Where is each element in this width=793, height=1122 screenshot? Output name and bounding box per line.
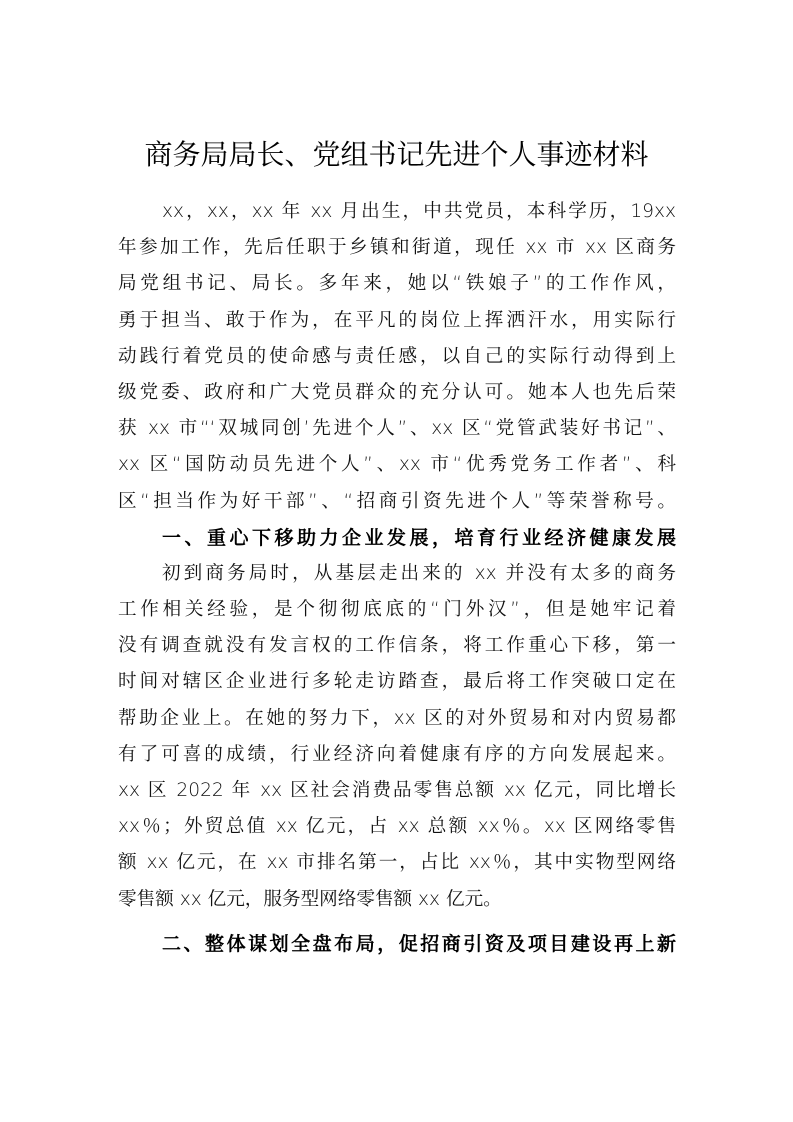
intro-paragraph bbox=[118, 194, 676, 520]
paragraph-line: 区“担当作为好干部”、“招商引资先进个人”等荣誉称号。 bbox=[118, 490, 676, 512]
document-title: 商务局局长、党组书记先进个人事迹材料 bbox=[144, 138, 649, 171]
paragraph-line: 勇于担当、敢于作为，在平凡的岗位上挥洒汗水，用实际行 bbox=[118, 309, 676, 331]
paragraph-line: 没有调查就没有发言权的工作信条，将工作重心下移，第一 bbox=[118, 635, 676, 657]
section-1-paragraph bbox=[118, 556, 676, 918]
paragraph-line: 时间对辖区企业进行多轮走访踏查，最后将工作突破口定在 bbox=[118, 671, 676, 693]
paragraph-line: xx 区 2022 年 xx 区社会消费品零售总额 xx 亿元，同比增长 bbox=[118, 780, 676, 801]
document-body bbox=[118, 194, 676, 962]
paragraph-line: 额 xx 亿元，在 xx 市排名第一，占比 xx％，其中实物型网络 bbox=[118, 852, 676, 874]
paragraph-line: xx％；外贸总值 xx 亿元，占 xx 总额 xx％。xx 区网络零售 bbox=[118, 816, 676, 838]
paragraph-line: 帮助企业上。在她的努力下，xx 区的对外贸易和对内贸易都 bbox=[118, 707, 676, 729]
section-heading-2: 二、整体谋划全盘布局，促招商引资及项目建设再上新 bbox=[162, 932, 676, 955]
paragraph-line: 局党组书记、局长。多年来，她以“铁娘子”的工作作风， bbox=[118, 273, 676, 295]
paragraph-line: 级党委、政府和广大党员群众的充分认可。她本人也先后荣 bbox=[118, 381, 676, 403]
paragraph-line: xx 区“国防动员先进个人”、xx 市“优秀党务工作者”、科 bbox=[118, 454, 676, 476]
paragraph-line: xx，xx，xx 年 xx 月出生，中共党员，本科学历，19xx bbox=[162, 201, 676, 222]
paragraph-line: 初到商务局时，从基层走出来的 xx 并没有太多的商务 bbox=[162, 562, 676, 584]
paragraph-line: 零售额 xx 亿元，服务型网络零售额 xx 亿元。 bbox=[118, 888, 502, 910]
paragraph-line: 工作相关经验，是个彻彻底底的“门外汉”，但是她牢记着 bbox=[118, 599, 676, 621]
paragraph-line: 有了可喜的成绩，行业经济向着健康有序的方向发展起来。 bbox=[118, 743, 676, 765]
section-heading-1: 一、重心下移助力企业发展，培育行业经济健康发展 bbox=[162, 526, 676, 549]
paragraph-line: 年参加工作，先后任职于乡镇和街道，现任 xx 市 xx 区商务 bbox=[118, 237, 676, 259]
paragraph-line: 动践行着党员的使命感与责任感，以自己的实际行动得到上 bbox=[118, 345, 676, 367]
paragraph-line: 获 xx 市“‘双城同创’先进个人”、xx 区“党管武装好书记”、 bbox=[118, 418, 676, 440]
